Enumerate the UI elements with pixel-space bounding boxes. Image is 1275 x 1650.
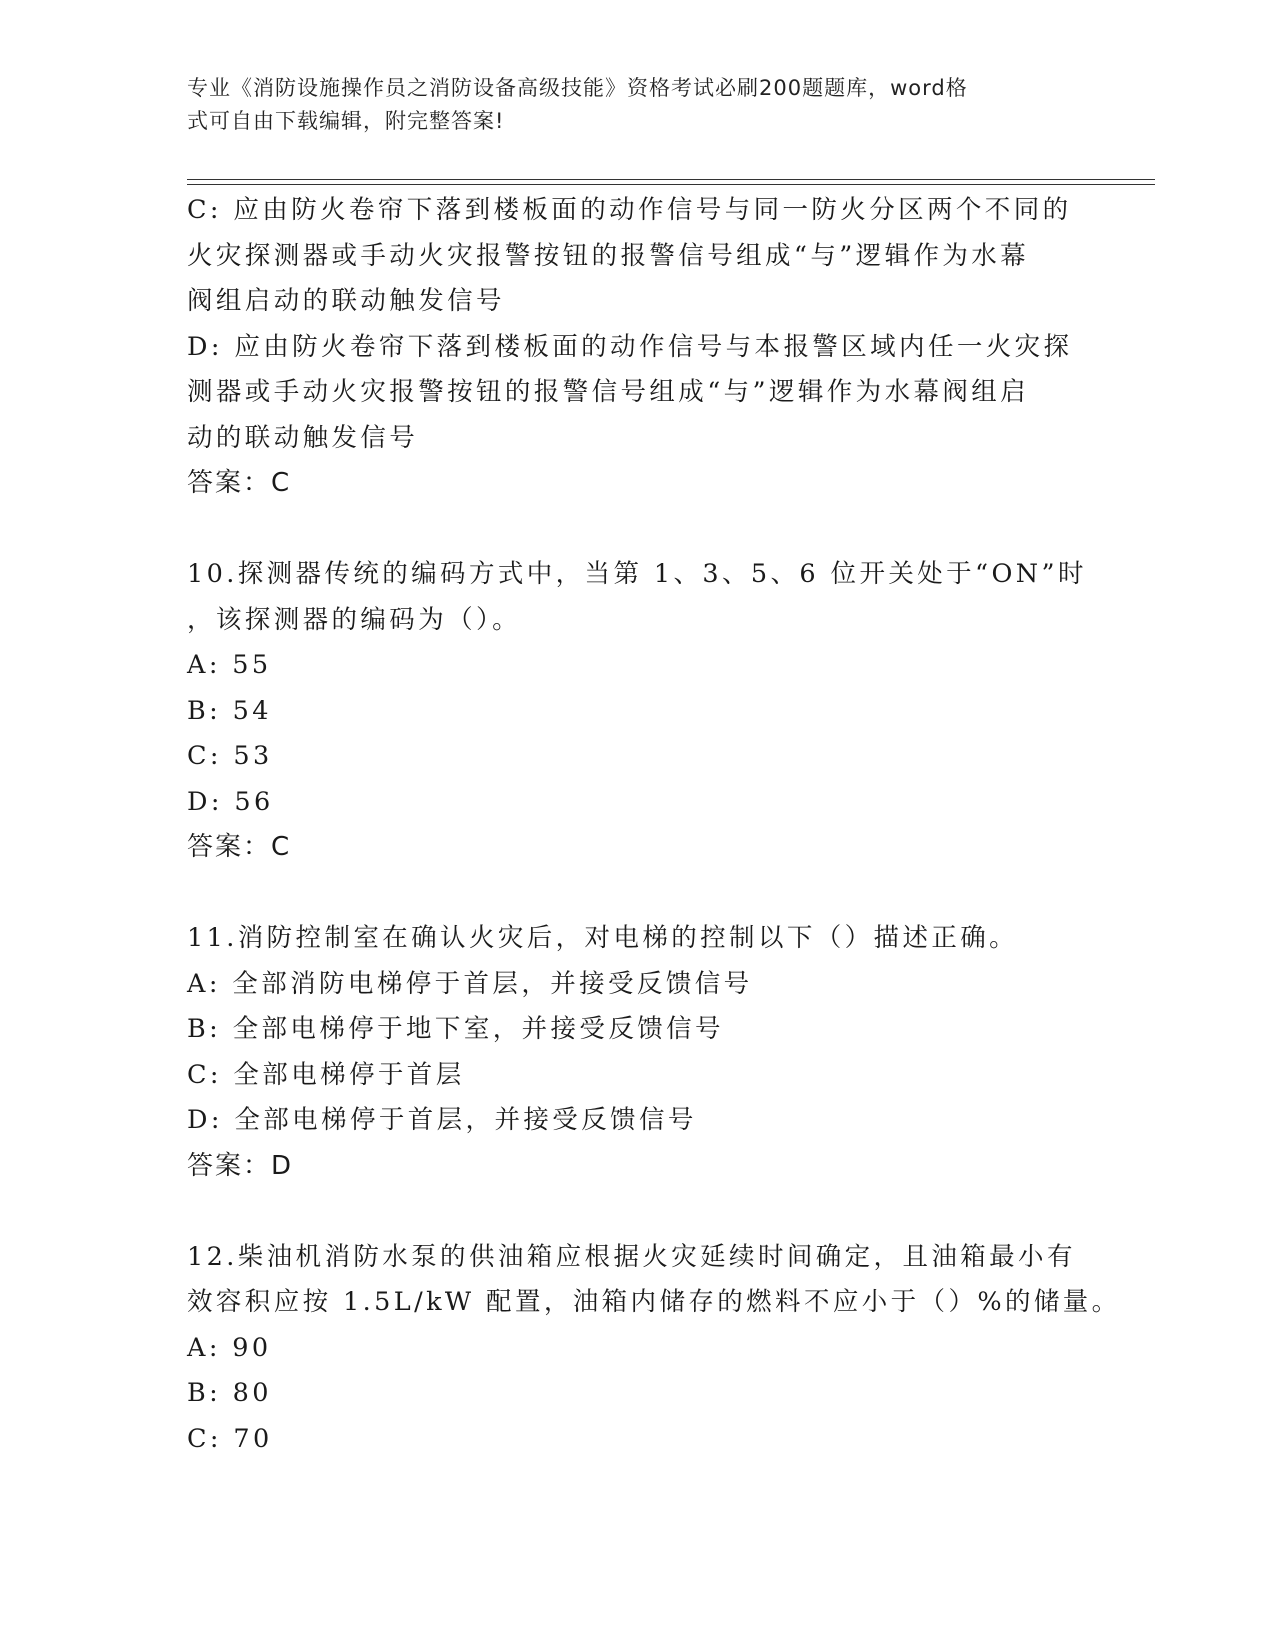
option-d: D: 56 — [187, 786, 274, 817]
header-divider-top — [187, 179, 1155, 180]
option-a: A: 90 — [187, 1332, 272, 1363]
option-d-line: 动的联动触发信号 — [187, 422, 419, 453]
option-c: C: 70 — [187, 1423, 273, 1454]
option-b: B: 80 — [187, 1378, 272, 1408]
spacer — [187, 1189, 1087, 1235]
question-stem: ，该探测器的编码为（）。 — [187, 604, 522, 635]
question-stem: 11.消防控制室在确认火灾后，对电梯的控制以下（）描述正确。 — [187, 923, 1019, 953]
option-d-line: D: 应由防火卷帘下落到楼板面的动作信号与本报警区域内任一火灾探 — [187, 331, 1073, 362]
option-b: B: 全部电梯停于地下室，并接受反馈信号 — [187, 1014, 724, 1044]
option-d: D: 全部电梯停于首层，并接受反馈信号 — [187, 1105, 697, 1135]
option-d-line: 测器或手动火灾报警按钮的报警信号组成“与”逻辑作为水幕阀组启 — [187, 377, 1030, 407]
option-c-line: 阀组启动的联动触发信号 — [187, 286, 505, 316]
spacer — [187, 507, 1087, 553]
option-a: A: 55 — [187, 650, 272, 680]
question-12 — [187, 1235, 1121, 1463]
question-10 — [187, 552, 1087, 871]
answer: 答案：C — [187, 468, 292, 498]
option-c-line: 火灾探测器或手动火灾报警按钮的报警信号组成“与”逻辑作为水幕 — [187, 240, 1030, 271]
option-a: A: 全部消防电梯停于首层，并接受反馈信号 — [187, 968, 753, 999]
question-stem: 12.柴油机消防水泵的供油箱应根据火灾延续时间确定，且油箱最小有 — [187, 1241, 1076, 1272]
option-c-line: C: 应由防火卷帘下落到楼板面的动作信号与同一防火分区两个不同的 — [187, 195, 1072, 225]
question-9-tail — [187, 188, 1087, 507]
answer: 答案：D — [187, 1150, 294, 1181]
question-stem: 10.探测器传统的编码方式中，当第 1、3、5、6 位开关处于“ON”时 — [187, 559, 1087, 589]
answer: 答案：C — [187, 832, 292, 862]
option-c: C: 全部电梯停于首层 — [187, 1059, 465, 1090]
document-header — [187, 72, 1067, 138]
option-b: B: 54 — [187, 695, 272, 726]
header-line-1: 专业《消防设施操作员之消防设备高级技能》资格考试必刷200题题库，word格 — [187, 76, 968, 100]
question-list — [187, 188, 1121, 1462]
question-stem: 效容积应按 1.5L/kW 配置，油箱内储存的燃料不应小于（）%的储量。 — [187, 1287, 1121, 1317]
header-divider-bottom — [187, 184, 1155, 185]
option-c: C: 53 — [187, 741, 273, 771]
header-line-2: 式可自由下载编辑，附完整答案! — [187, 109, 505, 133]
question-11 — [187, 916, 1087, 1189]
spacer — [187, 871, 1087, 917]
